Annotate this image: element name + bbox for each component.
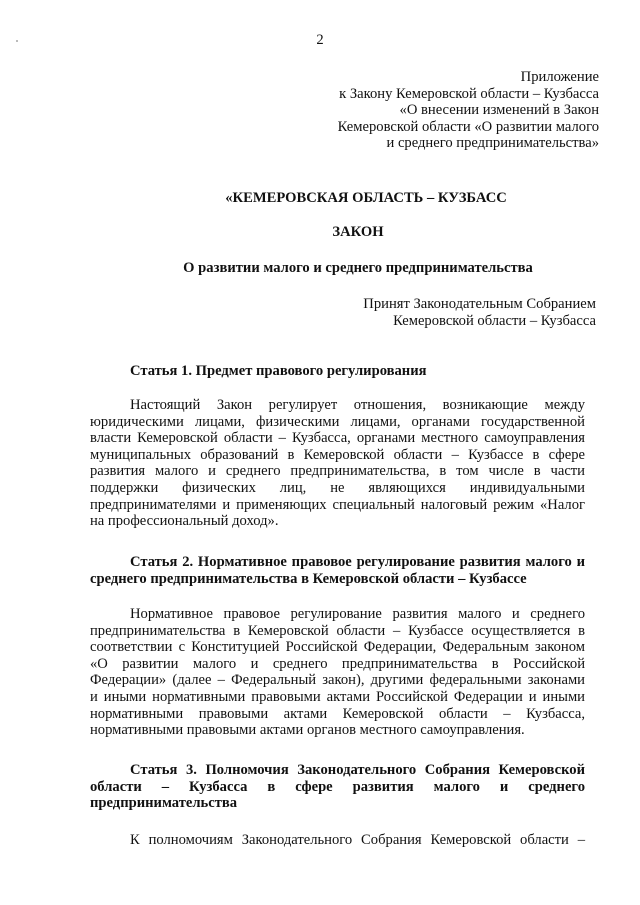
adopted-line: Кемеровской области – Кузбасса	[393, 312, 596, 329]
law-title: О развитии малого и среднего предпринимательства	[183, 260, 533, 276]
article-2-body	[90, 606, 585, 739]
body-line: предпринимателями и применяющих специальный налоговый режим «Налог	[90, 496, 585, 513]
article-3-body	[90, 832, 585, 849]
article-3-heading	[90, 762, 585, 812]
body-line: юридическими лицами, физическими лицами, органами государственной	[90, 413, 585, 430]
law-region-header: «КЕМЕРОВСКАЯ ОБЛАСТЬ – КУЗБАСС	[225, 190, 507, 206]
adopted-by-block	[363, 296, 596, 329]
appendix-line: «О внесении изменений в Закон	[399, 102, 599, 119]
body-line: развития малого и среднего предпринимательства, в том числе в части	[90, 463, 585, 480]
heading-line: области – Кузбасса в сфере развития малого и среднего	[90, 778, 585, 795]
body-line: Нормативное правовое регулирование развития малого и среднего	[130, 606, 585, 622]
article-1-body	[90, 397, 585, 530]
article-1-heading	[130, 363, 427, 380]
body-line: соответствии с Конституцией Российской Федерации, Федеральным законом	[90, 639, 585, 656]
adopted-line: Принят Законодательным Собранием	[363, 296, 596, 312]
body-line: «О развитии малого и среднего предпринимательства в Российской	[90, 655, 585, 672]
body-line: и иными нормативными правовыми актами Российской Федерации и иными	[90, 688, 585, 705]
heading-line: среднего предпринимательства в Кемеровской области – Кузбассе	[90, 570, 527, 587]
body-line: нормативными правовыми актами Кемеровской области – Кузбасса,	[90, 705, 585, 722]
appendix-line: к Закону Кемеровской области – Кузбасса	[339, 85, 599, 102]
heading-line: Статья 2. Нормативное правовое регулирование развития малого и	[130, 554, 585, 570]
appendix-line: и среднего предпринимательства»	[386, 135, 599, 152]
body-line: нормативными правовыми актами органов местного самоуправления.	[90, 722, 525, 739]
body-line: на профессиональный доход».	[90, 513, 279, 530]
appendix-line: Приложение	[520, 69, 599, 85]
body-line: муниципальных образований в Кемеровской области – Кузбассе в сфере	[90, 446, 585, 463]
body-line: Настоящий Закон регулирует отношения, возникающие между	[130, 397, 585, 413]
heading-line: Статья 1. Предмет правового регулирования	[130, 363, 427, 379]
body-line: Федерации» (далее – Федеральный закон), другими федеральными законами	[90, 672, 585, 689]
heading-line: Статья 3. Полномочия Законодательного Собрания Кемеровской	[130, 762, 585, 778]
appendix-line: Кемеровской области «О развитии малого	[337, 118, 599, 135]
body-line: К полномочиям Законодательного Собрания Кемеровской области –	[130, 832, 585, 848]
article-2-heading	[90, 554, 585, 587]
body-line: власти Кемеровской области – Кузбасса, органами местного самоуправления	[90, 430, 585, 447]
appendix-block	[338, 69, 599, 152]
page-number: 2	[316, 32, 324, 48]
law-word-heading: ЗАКОН	[332, 224, 384, 240]
body-line: предпринимательства в Кемеровской области – Кузбассе осуществляется в	[90, 622, 585, 639]
body-line: поддержки физических лиц, не являющихся индивидуальными	[90, 479, 585, 496]
heading-line: предпринимательства	[90, 795, 238, 812]
